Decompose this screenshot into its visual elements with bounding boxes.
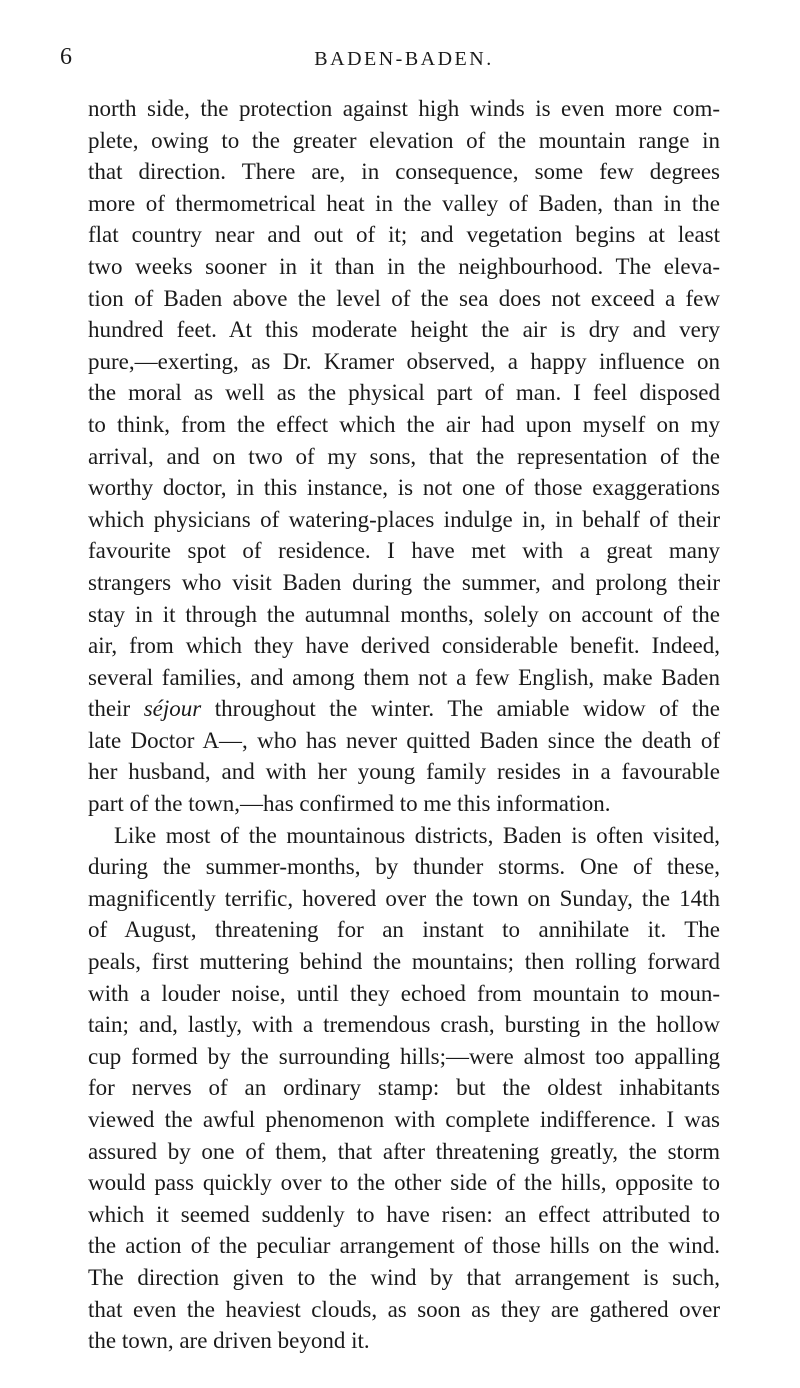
text-line: the action of the peculiar arrangement of those hills on the wind. [88, 1233, 720, 1259]
text-line: worthy doctor, in this instance, is not one of those exaggerations [88, 475, 720, 501]
text-line: more of thermometrical heat in the valley of Baden, than in the [88, 190, 720, 216]
text-line: that direction. There are, in consequence, some few degrees [88, 159, 720, 185]
text-line: with a louder noise, until they echoed from mountain to moun- [88, 980, 720, 1006]
text-line: pure,—exerting, as Dr. Kramer observed, a happy influence on [88, 348, 720, 374]
text-line: which physicians of watering-places indulge in, in behalf of their [88, 506, 720, 532]
text-line: plete, owing to the greater elevation of the mountain range in [88, 127, 720, 153]
page-header [60, 44, 720, 78]
text-line: of August, threatening for an instant to annihilate it. The [88, 917, 720, 943]
text-line: assured by one of them, that after threatening greatly, the storm [88, 1138, 720, 1164]
text-line: the moral as well as the physical part of man. I feel disposed [88, 380, 720, 406]
text-line: that even the heaviest clouds, as soon as they are gathered over [88, 1296, 720, 1322]
text-line: the town, are driven beyond it. [88, 1328, 370, 1354]
text-line: which it seemed suddenly to have risen: an effect attributed to [88, 1201, 720, 1227]
italic-word: séjour [143, 696, 202, 722]
text-segment: their [88, 696, 144, 722]
text-line: late Doctor A—, who has never quitted Baden since the death of [88, 727, 720, 753]
text-line [88, 693, 720, 725]
text-line: several families, and among them not a few English, make Baden [88, 664, 720, 690]
page-number: 6 [60, 44, 73, 70]
text-line: north side, the protection against high winds is even more com- [88, 96, 720, 121]
text-line: air, from which they have derived considerable benefit. Indeed, [88, 633, 720, 659]
text-line: cup formed by the surrounding hills;—were almost too appalling [88, 1043, 720, 1069]
running-head: BADEN-BADEN. [314, 48, 494, 70]
text-line: hundred feet. At this moderate height the air is dry and very [88, 317, 720, 343]
text-line: The direction given to the wind by that arrangement is such, [88, 1264, 720, 1290]
text-line: part of the town,—has confirmed to me this information. [88, 791, 611, 817]
text-line: strangers who visit Baden during the summer, and prolong their [88, 569, 720, 595]
paragraph [88, 820, 720, 1357]
text-line: arrival, and on two of my sons, that the representation of the [88, 443, 720, 469]
text-line: magnificently terrific, hovered over the town on Sunday, the 14th [88, 885, 720, 911]
text-line: flat country near and out of it; and vegetation begins at least [88, 222, 720, 248]
text-line: for nerves of an ordinary stamp: but the oldest inhabitants [88, 1075, 720, 1101]
text-line: Like most of the mountainous districts, Baden is often visited, [114, 822, 720, 848]
text-line: during the summer-months, by thunder storms. One of these, [88, 854, 720, 880]
text-line: would pass quickly over to the other side of the hills, opposite to [88, 1170, 720, 1196]
text-line: favourite spot of residence. I have met with a great many [88, 538, 720, 564]
text-line: to think, from the effect which the air had upon myself on my [88, 411, 720, 437]
text-line: stay in it through the autumnal months, solely on account of the [88, 601, 720, 627]
body-text [88, 93, 720, 1357]
text-line: viewed the awful phenomenon with complete indifference. I was [88, 1107, 720, 1132]
text-line: two weeks sooner in it than in the neighbourhood. The eleva- [88, 253, 720, 279]
text-line: tion of Baden above the level of the sea does not exceed a few [88, 285, 720, 311]
text-line: tain; and, lastly, with a tremendous crash, bursting in the hollow [88, 1012, 720, 1038]
text-line: her husband, and with her young family resides in a favourable [88, 759, 720, 785]
paragraph [88, 93, 720, 820]
text-segment: throughout the winter. The amiable widow of the [201, 696, 720, 722]
text-line: peals, first muttering behind the mountains; then rolling forward [88, 949, 720, 975]
